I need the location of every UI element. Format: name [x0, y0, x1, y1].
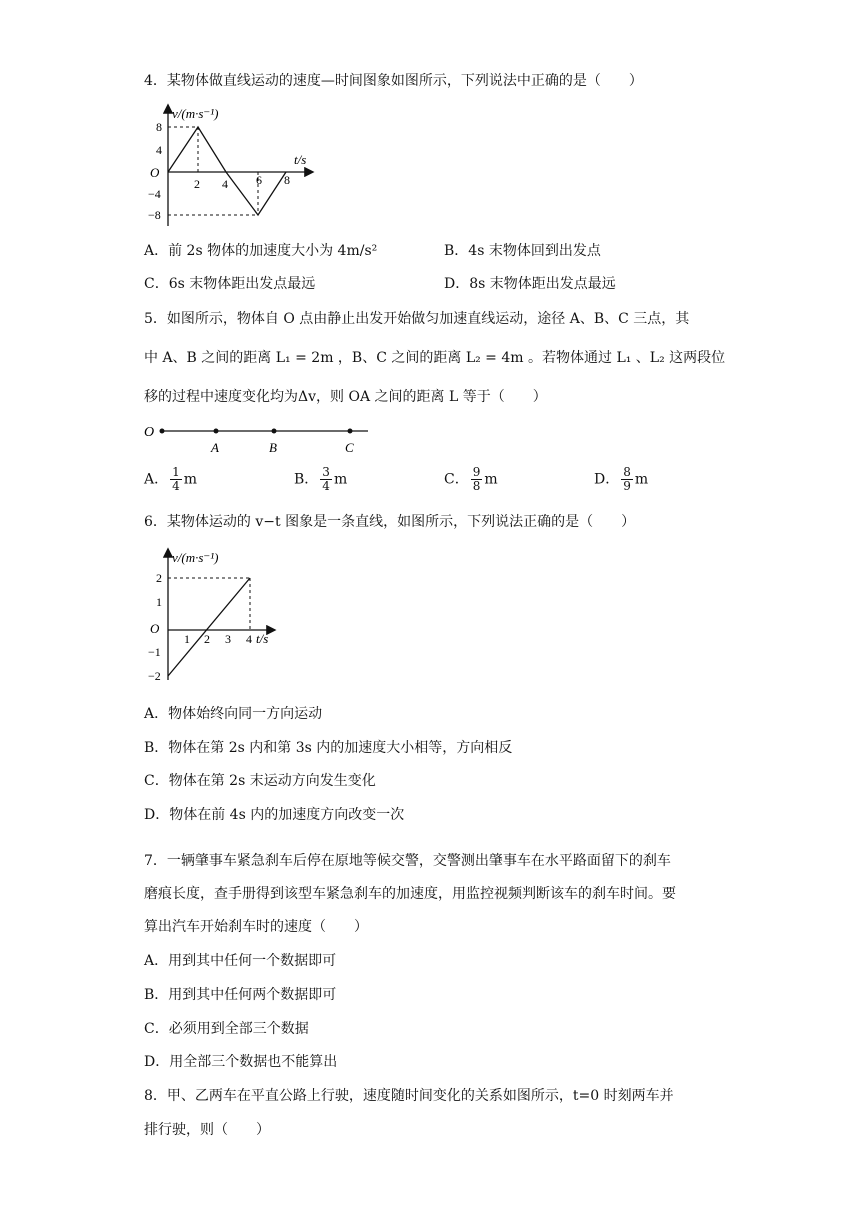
q7-option-c[interactable]: C．必须用到全部三个数据: [144, 1021, 309, 1037]
q4-xlabel: t/s: [294, 152, 307, 167]
q6-xtick-4: 4: [246, 632, 252, 646]
q5-stem-line3: 移的过程中速度变化均为Δv，则 OA 之间的距离 L 等于（ ）: [144, 389, 547, 405]
q5-point-o: [160, 429, 165, 434]
q6-origin: O: [150, 621, 160, 636]
q7-stem-line1: 7．一辆肇事车紧急刹车后停在原地等候交警，交警测出肇事车在水平路面留下的刹车: [144, 853, 671, 869]
q4-vt-graph: [144, 100, 344, 230]
q5-option-c[interactable]: C． $\frac{9}{8}$ m: [444, 465, 498, 493]
q6-velocity-line: [168, 578, 250, 676]
q4-ytick-8: 8: [156, 120, 162, 134]
q8-stem-line2: 排行驶，则（ ）: [144, 1122, 270, 1138]
q5-option-a-fraction: $\frac{1}{4}$: [172, 465, 180, 493]
q4-ytick-4: 4: [156, 143, 162, 157]
q4-option-b[interactable]: B．4s 末物体回到出发点: [444, 243, 601, 259]
q5-option-b[interactable]: B． $\frac{3}{4}$ m: [294, 465, 348, 493]
q6-ylabel: v/(m·s⁻¹): [172, 550, 219, 565]
q7-option-d[interactable]: D．用全部三个数据也不能算出: [144, 1054, 338, 1070]
q6-option-a[interactable]: A．物体始终向同一方向运动: [144, 706, 323, 722]
q6-ytick-m1: −1: [148, 645, 161, 659]
q6-option-b[interactable]: B．物体在第 2s 内和第 3s 内的加速度大小相等，方向相反: [144, 740, 513, 756]
q5-option-d[interactable]: D． $\frac{8}{9}$ m: [594, 465, 649, 493]
q4-stem: 4．某物体做直线运动的速度—时间图象如图所示，下列说法中正确的是（ ）: [144, 73, 643, 89]
q4-ytick-m8: −8: [148, 208, 161, 222]
q4-ytick-m4: −4: [148, 187, 161, 201]
q7-option-a[interactable]: A．用到其中任何一个数据即可: [144, 953, 337, 969]
q6-ytick-m2: −2: [148, 669, 161, 683]
q6-option-c[interactable]: C．物体在第 2s 末运动方向发生变化: [144, 773, 376, 789]
q4-option-c[interactable]: C．6s 末物体距出发点最远: [144, 276, 316, 292]
q6-xtick-2: 2: [204, 632, 210, 646]
q4-xtick-4: 4: [222, 177, 228, 191]
q5-option-d-fraction: $\frac{8}{9}$: [623, 465, 631, 493]
q4-xtick-8: 8: [284, 173, 290, 187]
q6-xlabel: t/s: [256, 631, 269, 646]
q7-stem-line3: 算出汽车开始刹车时的速度（ ）: [144, 919, 368, 935]
q6-ytick-1: 1: [156, 595, 162, 609]
q7-stem-line2: 磨痕长度，查手册得到该型车紧急刹车的加速度，用监控视频判断该车的刹车时间。要: [144, 886, 676, 902]
q6-ytick-2: 2: [156, 571, 162, 585]
q5-point-c: [348, 429, 353, 434]
q4-option-d[interactable]: D．8s 末物体距出发点最远: [444, 276, 616, 292]
q4-xtick-2: 2: [194, 177, 200, 191]
q5-label-a: A: [211, 440, 219, 455]
q5-stem-line1: 5．如图所示，物体自 O 点由静止出发开始做匀加速直线运动，途径 A、B、C 三点，其: [144, 311, 690, 327]
q6-xtick-1: 1: [184, 632, 190, 646]
q5-stem-line2: 中 A、B 之间的距离 L₁ = 2m ，B、C 之间的距离 L₂ = 4m 。若物体通过 L₁ 、L₂ 这两段位: [144, 350, 726, 366]
q6-option-d[interactable]: D．物体在前 4s 内的加速度方向改变一次: [144, 807, 405, 823]
q5-option-c-fraction: $\frac{9}{8}$: [472, 465, 481, 493]
q5-option-b-fraction: $\frac{3}{4}$: [322, 465, 330, 493]
q5-label-o: O: [144, 425, 155, 440]
q8-stem-line1: 8．甲、乙两车在平直公路上行驶，速度随时间变化的关系如图所示，t=0 时刻两车并: [144, 1088, 674, 1104]
q6-stem: 6．某物体运动的 v−t 图象是一条直线，如图所示，下列说法正确的是（ ）: [144, 514, 636, 530]
q4-ylabel: v/(m·s⁻¹): [172, 106, 219, 121]
q5-point-b: [272, 429, 277, 434]
q6-vt-graph: [144, 544, 304, 684]
q5-points-diagram: [140, 418, 380, 458]
q4-velocity-line: [168, 127, 286, 215]
q5-label-b: B: [269, 440, 277, 455]
q6-xtick-3: 3: [225, 632, 231, 646]
q5-point-a: [214, 429, 219, 434]
q7-option-b[interactable]: B．用到其中任何两个数据即可: [144, 987, 337, 1003]
q5-option-a[interactable]: A． $\frac{1}{4}$ m: [144, 465, 198, 493]
q4-xtick-6: 6: [256, 173, 262, 187]
q4-origin: O: [150, 165, 160, 180]
q4-option-a[interactable]: A．前 2s 物体的加速度大小为 4m/s²: [144, 243, 378, 259]
q5-label-c: C: [345, 440, 354, 455]
